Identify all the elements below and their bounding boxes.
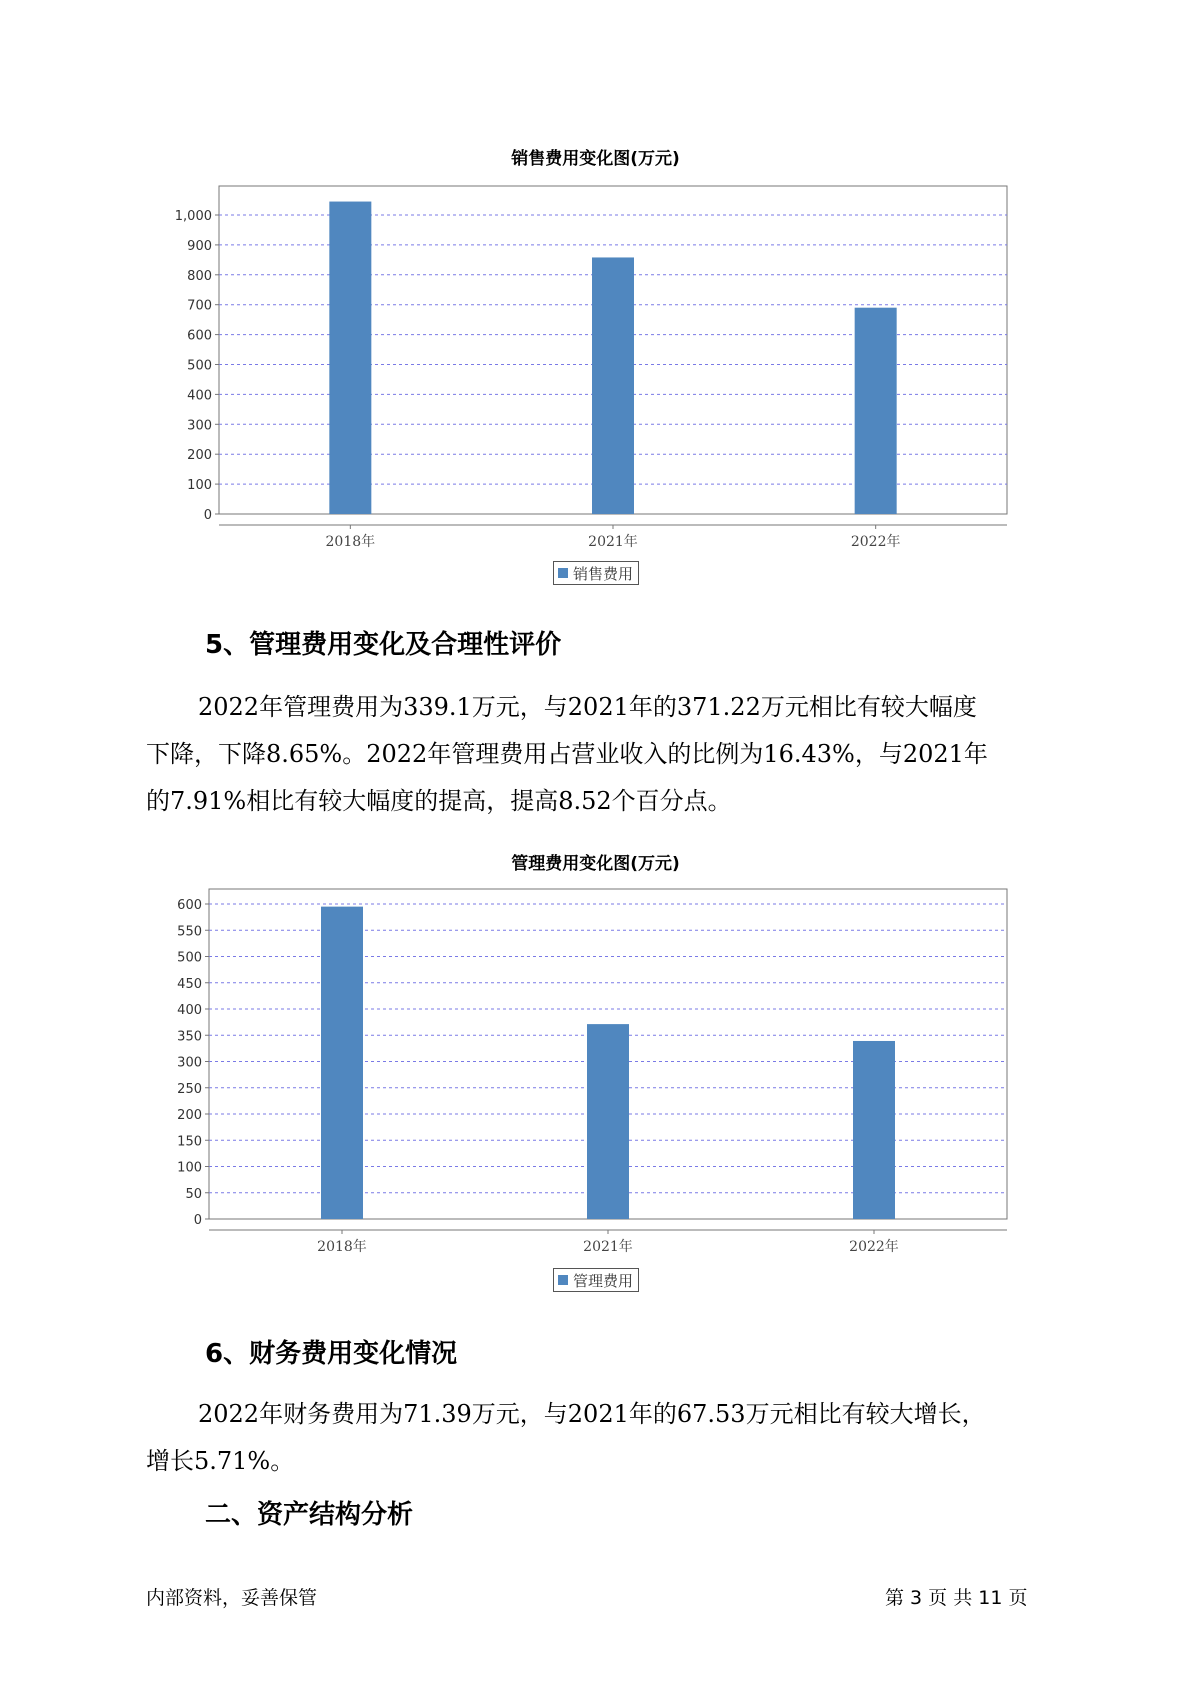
y-tick-label: 100 [177, 1160, 202, 1176]
y-tick-label: 1,000 [174, 209, 212, 224]
x-tick-label: 2021年 [583, 1239, 633, 1255]
bar-2018年 [321, 907, 363, 1219]
y-tick-label: 550 [177, 924, 202, 940]
y-tick-label: 100 [187, 478, 212, 494]
admin-expense-legend [553, 1268, 639, 1292]
admin-expense-chart-title: 管理费用变化图(万元) [511, 854, 680, 874]
y-tick-label: 500 [187, 358, 212, 374]
y-tick-label: 450 [177, 976, 202, 992]
y-tick-label: 300 [177, 1055, 202, 1071]
y-tick-label: 350 [177, 1029, 202, 1045]
y-tick-label: 200 [177, 1108, 202, 1123]
y-tick-label: 0 [203, 508, 212, 523]
x-tick-label: 2022年 [849, 1239, 899, 1255]
x-tick-label: 2018年 [317, 1239, 367, 1255]
y-tick-label: 600 [177, 898, 202, 913]
y-tick-label: 400 [187, 388, 212, 404]
y-tick-label: 400 [177, 1003, 202, 1018]
y-tick-label: 50 [185, 1186, 202, 1202]
section-6-heading: 6、财务费用变化情况 [205, 1339, 458, 1369]
y-tick-label: 900 [187, 238, 212, 254]
y-tick-label: 500 [177, 950, 202, 966]
y-tick-label: 150 [177, 1134, 202, 1150]
legend-swatch [558, 1275, 568, 1285]
section-two-heading: 二、资产结构分析 [205, 1500, 414, 1530]
y-tick-label: 700 [187, 298, 212, 314]
section-6-line-1: 2022年财务费用为71.39万元，与2021年的67.53万元相比有较大增长， [198, 1400, 986, 1428]
section-5-heading: 5、管理费用变化及合理性评价 [205, 630, 562, 660]
section-5-line-2: 下降，下降8.65%。2022年管理费用占营业收入的比例为16.43%，与2021年 [146, 740, 988, 768]
section-5-line-1: 2022年管理费用为339.1万元，与2021年的371.22万元相比有较大幅度 [198, 693, 977, 721]
section-6-paragraph [146, 1391, 1046, 1485]
y-tick-label: 600 [187, 328, 212, 344]
bar-2022年 [853, 1041, 895, 1219]
x-tick-label: 2022年 [850, 534, 901, 550]
x-tick-label: 2018年 [325, 534, 376, 550]
section-5-line-3: 的7.91%相比有较大幅度的提高，提高8.52个百分点。 [146, 787, 732, 815]
y-tick-label: 200 [187, 448, 212, 464]
footer-page-number: 第 3 页 共 11 页 [885, 1587, 1028, 1609]
sales-expense-chart-title: 销售费用变化图(万元) [511, 149, 680, 169]
footer-confidential-note: 内部资料，妥善保管 [146, 1587, 318, 1609]
x-tick-label: 2021年 [588, 534, 638, 550]
y-tick-label: 300 [187, 418, 212, 434]
y-tick-label: 250 [177, 1081, 202, 1097]
y-tick-label: 800 [187, 268, 212, 284]
bar-2021年 [587, 1024, 629, 1219]
legend-label: 管理费用 [573, 1271, 634, 1290]
section-6-line-2: 增长5.71%。 [146, 1447, 295, 1475]
y-tick-label: 0 [193, 1213, 202, 1228]
legend-label: 销售费用 [573, 564, 634, 583]
